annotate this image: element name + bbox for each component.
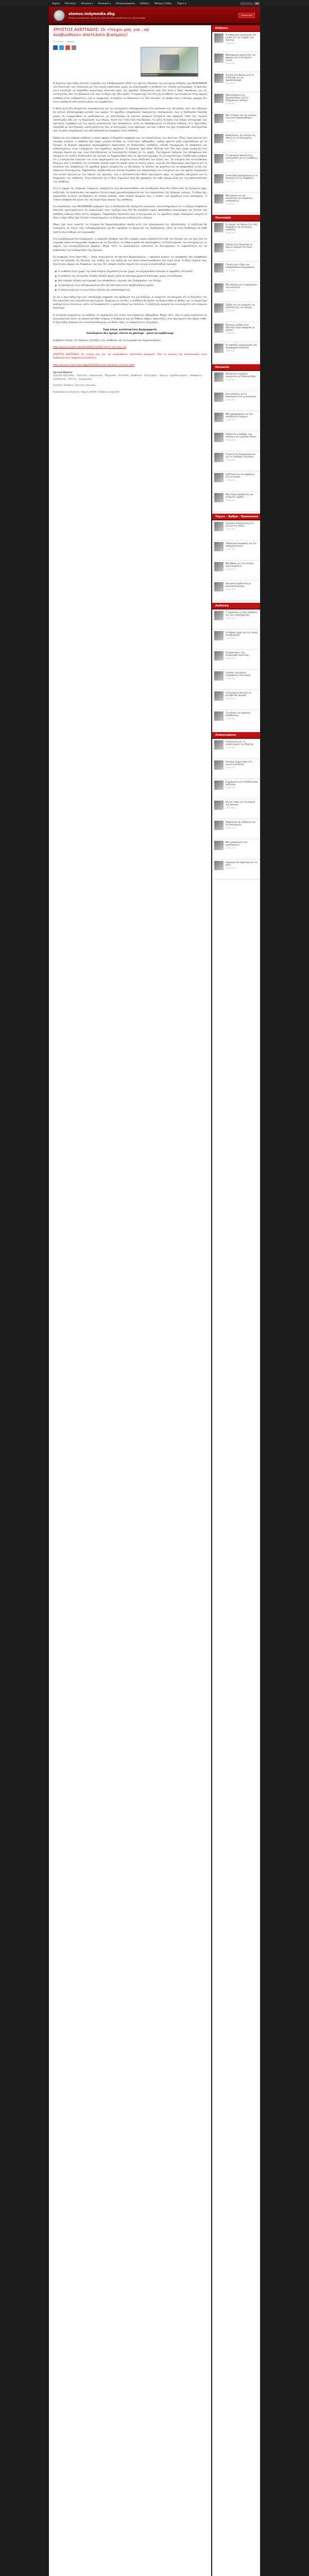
sidebar-item-link[interactable]: Ενημερωτικό σημείωμα για τα μέλη: [226, 861, 258, 867]
sidebar-item-date: 16.06.2014: [226, 867, 235, 870]
sidebar-item-text: [226, 54, 258, 70]
sidebar-thumbnail[interactable]: [214, 54, 224, 63]
sidebar-list-item[interactable]: [212, 173, 260, 193]
sidebar-widget: [212, 25, 260, 213]
sidebar-list-item[interactable]: [212, 132, 260, 152]
sidebar-list-item[interactable]: [212, 630, 260, 650]
sidebar-item-date: 17.06.2014: [226, 847, 235, 850]
sidebar-item-link[interactable]: Νέα προγράμματα για την εκπαίδευση ενηλίκων: [226, 413, 253, 418]
sidebar-item-text: [226, 522, 258, 538]
sidebar-item-link[interactable]: Συνάντηση εργαζομένων με τη διοίκηση για τις συμβάσεις: [226, 174, 258, 180]
site-title[interactable]: olomos.indymedia.dbg: [68, 12, 115, 16]
sidebar-item-link[interactable]: Οι αγορές αντιδρούν στις νέες αποφάσεις της κεντρικής τράπεζας: [226, 223, 258, 231]
sidebar-item-text: [226, 631, 258, 648]
sidebar-item-link[interactable]: Συναυλία αλληλεγγύης στο κέντρο της πόλης: [226, 522, 254, 528]
sidebar-item-text: [226, 174, 258, 191]
post-paragraph: Η θέση αυτή δεν θεωρείται ικανοποιητική για τις κατηγορίες ενδιαφερομένων στα πρόσωπα της επιτροπής, κάτι που οδήγησε σε εκτενή αλληλογραφία μεταξύ των μερών. Οι αρμόδιοι υπηρεσιακοί παράγοντες επισημαίνουν πως η διαδικασία διεκόπη χωρίς να ενημερωθούν οι εμπλεκόμενοι, με αποτέλεσμα να μείνουν εκκρεμή ζητήματα που αφορούν τόσο την τεχνική υποστήριξη όσο και τη διαχείριση των πόρων. Κατά την τελευταία συνεδρίαση, τα μέλη ζήτησαν την πλήρη καταγραφή των σχετικών εγγράφων και την άμεση ανακοίνωση των αποφάσεων, ώστε να αποσαφηνιστεί το πλαίσιο ευθύνης. Ο κ. Αχειτάδης επανήλθε με νέα δήλωση, υποστηρίζοντας πως οι κατηγορίες είναι αβάσιμες και πως η θέση του έχει στρεβλωθεί συστηματικά από τα μέσα ενημέρωσης και από πρόσωπα με συμφέρον στην υπόθεση.: [53, 108, 207, 132]
sidebar-list-item[interactable]: [212, 581, 260, 601]
sidebar-thumbnail[interactable]: [214, 114, 224, 123]
sidebar-item-link[interactable]: Κάλεσμα συμμετοχής στη γενική συνέλευση: [226, 760, 252, 766]
sidebar-item-date: 19.06.2014: [226, 677, 235, 680]
sidebar-list-item[interactable]: [212, 739, 260, 759]
sidebar-item-text: [226, 781, 258, 797]
nav-item-home[interactable]: Αρχική: [52, 2, 60, 5]
sidebar-thumbnail[interactable]: [214, 263, 224, 273]
sidebar-list-item[interactable]: [212, 819, 260, 839]
sidebar-item-link[interactable]: Κινητοποίηση για τα δικαιώματα των μεταναστών: [226, 393, 256, 398]
sidebar-item-text: [226, 861, 258, 877]
sidebar-thumbnail[interactable]: [214, 781, 224, 790]
sidebar-item-text: [226, 154, 258, 171]
sidebar-thumbnail[interactable]: [214, 74, 224, 83]
sidebar-item-date: 17.06.2014: [226, 120, 235, 123]
sidebar-item-link[interactable]: Νέα έρευνα για την κατάσταση των δημόσιων νοσοκομείων: [226, 194, 253, 202]
sidebar-list-item[interactable]: [212, 492, 260, 512]
list-item: ● Η επικοινωνία με το κοινό ήταν ελλιπής και αποσπασματική.: [55, 289, 207, 292]
sidebar-thumbnail[interactable]: [214, 324, 224, 333]
sidebar-item-date: 19.06.2014: [226, 290, 235, 292]
sidebar-list-item[interactable]: [212, 411, 260, 431]
sidebar-thumbnail[interactable]: [214, 223, 224, 232]
sidebar-item-text: [226, 453, 258, 469]
sidebar-item-date: 21.06.2014: [226, 249, 235, 252]
sidebar-item-text: [226, 651, 258, 668]
sidebar-item-text: [226, 283, 258, 300]
sidebar-thumbnail[interactable]: [214, 393, 224, 402]
sidebar-list-item[interactable]: [212, 342, 260, 362]
sidebar-list-item[interactable]: [212, 262, 260, 282]
sidebar-item-link[interactable]: Οι προκλήσεις της ενεργειακής πολιτικής: [226, 651, 249, 657]
sidebar-item-date: 19.06.2014: [226, 82, 235, 85]
sidebar-item-link[interactable]: Φθινοπωρινή συνάντηση των φορέων για τα ζητήματα υγείας: [226, 54, 256, 62]
sidebar-item-text: [226, 344, 258, 360]
post-date: 24.06.2014: [53, 40, 64, 43]
site-header: [49, 7, 260, 24]
sidebar-list-item[interactable]: [212, 471, 260, 492]
sidebar-list-item[interactable]: [212, 92, 260, 112]
sidebar-item-text: [226, 372, 258, 389]
sidebar-thumbnail[interactable]: [214, 740, 224, 750]
sidebar-item-date: 21.06.2014: [226, 637, 235, 640]
sidebar-thumbnail[interactable]: [214, 522, 224, 531]
slogan-line: Τιμή στους ανυπότακτους Αναμορφωτές: [103, 328, 157, 331]
post-bullet-list: [53, 270, 207, 292]
post-paragraph: Ο Χρήστος Αχειτάδης έστειλε το βράδυ της 4 Φεβρουαρίου 2014 (τον πρώτο) πέρασμα της κεντρικής έκδοσης των ΜΗΧΑΝΙΚΩΝ του Πολιτικού των εκλογικών με την κίνηση αναστολής χωρίς να ολοκληρωθεί η σύνθεση της τελικής καταγραφής. Η πρόταση αυτή κατέληξε να παραδίδει περαιτέρω επιστολή προς τον αρμόδιο, δηλώνοντας πως δεν ήταν ο ίδιος υπεύθυνος για τις καταγγελίες που τον βάραιναν και πως το θέμα είχε ήδη κριθεί. Η συμμετοχή του στη μη κατάθεση των ονομάτων στην αρχική ανάθεση ήταν καθοριστική, ενώ οι συμφωνίες συνέχιζαν να δεσμεύουν τις δύο πλευρές, σε βαθμό που η επίσημη γραμμή δεν έγινε αποδεκτή από κανένα μέλος του συμβουλίου.: [53, 82, 207, 104]
sidebar-item-link[interactable]: Ενημέρωση για τη διαδικτυακή συζήτηση: [226, 781, 258, 786]
sidebar-item-text: [226, 562, 258, 579]
sidebar-item-date: 15.06.2014: [226, 160, 235, 163]
sidebar-item-link[interactable]: Διαδηλώσεις στο κέντρο της πόλης για τα δικαιώματα: [226, 134, 256, 140]
search-button[interactable]: Go: [254, 2, 260, 5]
sidebar-item-link[interactable]: Η εξωτερική πολιτική σε μεταβατική περίοδο: [226, 691, 251, 697]
sidebar-thumbnail[interactable]: [214, 801, 224, 810]
sidebar-item-link[interactable]: Έκθεση φωτογραφίας για την καθημερινότητα: [226, 542, 256, 548]
sidebar-item-date: 17.06.2014: [226, 332, 235, 335]
sidebar-item-date: 13.06.2014: [226, 203, 235, 206]
list-item: ● Η ανάθεση έγινε χωρίς την απαιτούμενη δημοσιότητα και χωρίς να ενημερωθούν έγκαιρα οι αρμόδιες επιτροπές.: [55, 270, 207, 274]
sidebar-item-date: 17.06.2014: [226, 718, 235, 720]
sidebar-list-item[interactable]: [212, 112, 260, 132]
nav-item-politics[interactable]: Πολιτική ▾: [64, 2, 76, 5]
sidebar-item-date: 19.06.2014: [226, 439, 235, 442]
post-body: [53, 82, 207, 367]
sidebar-item-text: [226, 263, 258, 280]
sidebar-item-text: [226, 542, 258, 558]
site-logo[interactable]: [53, 9, 65, 22]
sidebar-item-text: [226, 691, 258, 708]
sidebar-thumbnail[interactable]: [214, 861, 224, 870]
sidebar-item-date: 17.06.2014: [226, 479, 235, 482]
post-paragraph: Οι αναφορές στον Αχειτάδη — όπως σημειώνεται σε σχετικά δημοσιεύματα — αφορούν κυρίως τις αποφάσεις που ελήφθησαν κατά την περίοδο της θητείας του, καθώς και τον τρόπο με τον οποίο επικοινωνήθηκαν στο ευρύ κοινό. Ο ίδιος επιμένει πως όλα έγιναν νόμιμα και διαφανώς, και πως δεν υπήρξε κανένα σημείο που να μην κοινοποιήθηκε έγκαιρα.: [53, 256, 207, 266]
sidebar-item-text: [226, 841, 258, 857]
sidebar-thumbnail[interactable]: [214, 562, 224, 571]
sidebar-item-text: [226, 611, 258, 628]
slogan-line: Συνεδεμένοι δεν έχουμε τίποτα να χάσουμε – μόνο να κερδίσουμε: [86, 332, 174, 335]
sidebar-item-date: 18.06.2014: [226, 459, 235, 462]
email-share-icon[interactable]: [72, 45, 76, 50]
sidebar-widget-title: Οικονομία: [212, 215, 260, 222]
sidebar-item-date: 22.06.2014: [226, 617, 235, 620]
googleplus-share-icon[interactable]: [65, 45, 70, 50]
sidebar-list-item[interactable]: [212, 52, 260, 72]
sidebar-item-date: 22.06.2014: [226, 379, 235, 381]
sidebar-item-link[interactable]: Αυξάνεται ο αριθμός των αστέγων στις μεγάλες πόλεις: [226, 433, 256, 438]
sidebar-thumbnail[interactable]: [214, 711, 224, 721]
sidebar-widget-title: Ανάλυση: [212, 603, 260, 609]
sidebar-thumbnail[interactable]: [214, 611, 224, 620]
post-paragraph: Σε ό,τι αφορά τις επόμενες ενέργειες, αναμένεται πως θα ακολουθήσει νέα συνεδρίαση όπου θα τεθούν όλα τα ζητήματα προς συζήτηση. Οι εκπρόσωποι των φορέων ζητούν σαφή χρονοδιαγράμματα και την παρουσίαση της πλήρους εικόνας. Το θέμα έχει προκαλέσει έντονες αντιδράσεις σε τοπικό επίπεδο, όπου πολλοί θεωρούν πως η στάση των αρμοδίων είναι ανεπαρκής. Η τελική απόφαση θα κρίνει και την περαιτέρω πορεία της υπόθεσης.: [53, 188, 207, 201]
sidebar-item-date: 21.06.2014: [226, 399, 235, 401]
sidebar-item-text: [226, 740, 258, 757]
sidebar-thumbnail[interactable]: [214, 691, 224, 701]
sidebar-list-item[interactable]: [212, 520, 260, 540]
sidebar-item-text: [226, 493, 258, 510]
sidebar-item-text: [226, 671, 258, 688]
post-paragraph: Αν και ο Αχειτάδης έχει κατ' επανάληψη εκφράσει την προθυμία του για διάλογο, οι επικριτές του θεωρούν ότι οι δηλώσεις του δεν απαντούν στα ουσιαστικά ερωτήματα. Σύμφωνα με αυτούς, η υπόθεση θα πρέπει να διερευνηθεί σε βάθος, με τη συμμετοχή ανεξάρτητων ελεγκτών, ώστε να διασφαλιστεί η εμπιστοσύνη των πολιτών. Η συζήτηση αναμένεται να συνεχιστεί στο επόμενο διάστημα.: [53, 296, 207, 310]
sidebar-list-item[interactable]: [212, 152, 260, 173]
sidebar-item-text: [226, 94, 258, 110]
sidebar-item-date: 18.06.2014: [226, 310, 235, 312]
sidebar-list-item[interactable]: [212, 839, 260, 859]
list-item: ● Η σύνθεση της επιτροπής άλλαξε πολλές φορές μέσα σε σύντομο χρονικό διάστημα, χωρίς αιτιολόγηση.: [55, 275, 207, 278]
sidebar-item-text: [226, 114, 258, 130]
sidebar-item-link[interactable]: Ανακοίνωση για τη συγκέντρωση της Πέμπτης: [226, 740, 254, 746]
sidebar-item-date: 22.06.2014: [226, 528, 235, 531]
sidebar-list-item[interactable]: [212, 759, 260, 779]
post-image[interactable]: [141, 47, 198, 77]
contact-button[interactable]: Επικοινωνία: [238, 13, 255, 18]
sidebar-list-item[interactable]: [212, 32, 260, 52]
nav-search: [240, 2, 260, 5]
sidebar-item-link[interactable]: Αποτελέσματα της δημοσκόπησης για τις επερχόμενες εκλογές: [226, 94, 249, 102]
sidebar-item-date: 16.06.2014: [226, 499, 235, 502]
sidebar-item-text: [226, 413, 258, 429]
post-navigation[interactable]: Προηγούμενη ανάρτηση | Αρχική σελίδα | Επόμενη ανάρτηση: [53, 391, 119, 394]
sidebar-item-text: [226, 393, 258, 409]
post-paragraph: Οι εκπρόσωποι των ΜΗΧΑΝΙΚΩΝ ανέφεραν πως η διαδικασία θα συνεχιστεί κανονικά, ενώ επισημαίνουν ότι η πλήρης διαφάνεια αποτελεί προτεραιότητα. Σε ανακοίνωσή τους τονίζουν πως δεν θα ανεχθούν καμία προσπάθεια συγκάλυψης και ζητούν την απόδοση ευθυνών όπου αυτές υπάρχουν. Παράλληλα, δηλώνουν πως η συνεργασία με τις αρμόδιες αρχές παραμένει ανοιχτή. Ο ίδιος ο Αχειτάδης έχει ζητήσει επανειλημμένα τη διεξαγωγή ανεξάρτητου ελέγχου.: [53, 206, 207, 219]
sidebar-thumbnail[interactable]: [214, 194, 224, 204]
sidebar-item-link[interactable]: Νέο βιβλίο για την ιστορία των κινημάτων: [226, 562, 254, 568]
sidebar-item-text: [226, 324, 258, 340]
sidebar-thumbnail[interactable]: [214, 372, 224, 382]
sidebar-thumbnail[interactable]: [214, 433, 224, 442]
sidebar-thumbnail[interactable]: [214, 671, 224, 681]
sidebar-widget-title: Ανακοινώσεις: [212, 732, 260, 739]
sidebar-item-date: 20.06.2014: [226, 787, 235, 789]
related-topics-title: Σχετικά θέματα:: [53, 370, 73, 374]
sidebar-item-link[interactable]: Τι σημαίνουν οι νέες ρυθμίσεις για τους εργαζόμενους: [226, 611, 258, 617]
sidebar-list-item[interactable]: [212, 799, 260, 819]
nav-item-arts[interactable]: Τέχνες ▾: [177, 2, 186, 5]
sidebar-item-link[interactable]: Το υπουργείο απαντά στις καταγγελίες για τις αναθέσεις: [226, 154, 258, 160]
sidebar-item-link[interactable]: Νέο πλαίσιο για τη φορολογία των ακινήτων: [226, 283, 257, 289]
sidebar-list-item[interactable]: [212, 193, 260, 213]
sidebar-item-link[interactable]: Σχέδιο για την ενίσχυση της ρευστότητας της αγοράς: [226, 303, 255, 309]
sidebar-list-item[interactable]: [212, 391, 260, 411]
post-paragraph: Πρόκειται για σοβαρή υπόθεση η οποία αφορά το δημόσιο συμφέρον και την εμπιστοσύνη των πολιτών. Όπως σημειώνεται στα επίσημα κείμενα, η υπόθεση έχει πάρει μεγάλη έκταση τις τελευταίες εβδομάδες, καθώς αρκετά μέσα ασχολήθηκαν με το ζήτημα. Οι βασικοί ισχυρισμοί περιλαμβάνουν παρατυπίες σε διαδικασίες ανάθεσης, ελλιπή τεκμηρίωση σε αποφάσεις και καθυστερήσεις στην ενημέρωση των αρμόδιων οργάνων. Ο Χρήστος Αχειτάδης δήλωσε πως δεν έχει καμία ανάμειξη στα επίμαχα σημεία και πως είναι διατεθειμένος να συνεργαστεί πλήρως με τις αρχές. Ταυτόχρονα επέκρινε την αδιαφάνεια που επικρατεί σε πολλές διαδικασίες και ζήτησε να δημοσιευθούν όλα τα σχετικά έγγραφα. Σε μεταγενέστερη τοποθέτηση ανέφερε ότι η εκστρατεία εναντίον του είναι οργανωμένη και στοχεύει στην απαξίωση του έργου του. Τα στοιχεία που κατατέθηκαν δείχνουν πως η σύνθεση της επιτροπής άλλαξε αρκετές φορές μέσα σε λίγους μήνες, γεγονός που δημιουργεί ερωτήματα για τη συνέπεια των αποφάσεων. Οι αρμόδιοι φορείς αναμένεται να εξετάσουν το σύνολο του φακέλου και να αποφανθούν εντός του επόμενου διαστήματος. Παράλληλα, ομάδα πολιτών ζήτησε δημόσια την παρουσίαση των στοιχείων και την άμεση ενημέρωση του κοινού σχετικά με την πορεία της έρευνας, ενώ η αντιπολίτευση έθεσε ερωτήματα προς τα αρμόδια υπουργεία για τη διαχείριση της υπόθεσης. Στην επιστολή του ο ίδιος σημειώνει πως θα προσφύγει σε κάθε νόμιμο μέσο για την αποκατάσταση της αλήθειας.: [53, 137, 207, 183]
sidebar-list-item[interactable]: [212, 609, 260, 630]
sidebar-item-text: [226, 194, 258, 211]
post-paragraph: Όπως έχει γίνει γνωστό, τα στοιχεία θα δημοσιοποιηθούν άμεσα μετά την ολοκλήρωση της αξιολόγησης. Η συζήτηση θα συνεχιστεί με όλους τους ενδιαφερόμενους και θα τηρηθούν τα πρακτικά της διαδικασίας, ώστε να είναι διαθέσιμα σε κάθε πολίτη που επιθυμεί να ενημερωθεί.: [53, 224, 207, 234]
sidebar-widget: [212, 603, 260, 730]
sidebar-list-item[interactable]: [212, 670, 260, 690]
post-image-figure: [160, 55, 179, 70]
sidebar-item-link[interactable]: Πρόσκληση σε εκδήλωση για τα δικαιώματα: [226, 821, 256, 826]
post-meta: [53, 40, 207, 43]
sidebar-thumbnail[interactable]: [214, 841, 224, 850]
facebook-share-icon[interactable]: [53, 45, 58, 50]
sidebar-list-item[interactable]: [212, 282, 260, 302]
sidebar-item-date: 22.06.2014: [226, 232, 235, 234]
nav-item-economy[interactable]: Οικονομία ▾: [98, 2, 111, 5]
post-paragraph: Η επιτροπή αναμένεται να εκδώσει τα πορίσματά της εντός των επόμενων εβδομάδων. Μέχρι τότε, όλα τα μέρη καλούνται να συνεργαστούν ώστε να αποκατασταθεί πλήρως η διαφάνεια και να δοθούν σαφείς απαντήσεις στα ερωτήματα που έχουν τεθεί. Ο Αχειτάδης δηλώνει ότι είναι διατεθειμένος να δώσει όλες τις απαραίτητες εξηγήσεις.: [53, 314, 207, 325]
sidebar-list-item[interactable]: [212, 561, 260, 581]
sidebar-list-item[interactable]: [212, 540, 260, 561]
sidebar-item-link[interactable]: Ένταση στη Βουλή μετά τη συζήτηση για τον προϋπολογισμό: [226, 74, 254, 82]
sidebar-item-text: [226, 711, 258, 728]
sidebar-item-date: 21.06.2014: [226, 42, 235, 45]
sidebar-item-text: [226, 801, 258, 817]
sidebar-list-item[interactable]: [212, 451, 260, 471]
sidebar-item-link[interactable]: Συζήτηση για την ασφάλεια στις γειτονιές: [226, 473, 254, 479]
sidebar-thumbnail[interactable]: [214, 542, 224, 551]
post-image-caption: Χρήστος Αχειτάδης: [141, 73, 198, 76]
sidebar-item-date: 22.06.2014: [226, 747, 235, 749]
list-item: ● Δεν υπάρχει πλήρης καταγραφή των αποφάσεων, γεγονός που δυσχεραίνει τον έλεγχο.: [55, 279, 207, 283]
post-red-quote: ΧΡΗΣΤΟΣ ΑΧΕΙΤΑΔΗΣ: Οι «τοιχοι μας για ..να αναβιώθουν» αποτελούν βιασμούς! Όλο το κείμενο της ανακοίνωσης είναι διαθέσιμο στις παρακάτω συνδέσεις.: [53, 353, 207, 360]
sidebar-item-text: [226, 303, 258, 320]
sidebar-item-text: [226, 134, 258, 150]
sidebar-item-date: 20.06.2014: [226, 269, 235, 272]
post-author[interactable]: olomos: [67, 40, 75, 43]
sidebar-item-text: [226, 582, 258, 599]
sidebar-thumbnail[interactable]: [214, 582, 224, 591]
sidebar-widget: [212, 514, 260, 601]
sidebar-item-text: [226, 223, 258, 240]
nav-item-society[interactable]: Κοινωνία ▾: [81, 2, 93, 5]
sidebar-item-date: 20.06.2014: [226, 419, 235, 421]
sidebar-thumbnail[interactable]: [214, 243, 224, 252]
twitter-share-icon[interactable]: [59, 45, 64, 50]
related-topics: [53, 371, 207, 381]
nav-item-greek-german[interactable]: Ελληνογερμανικά: [116, 2, 135, 5]
sidebar-item-text: [226, 473, 258, 489]
sidebar-item-text: [226, 243, 258, 260]
post-slogan: [53, 328, 207, 335]
sidebar-item-link[interactable]: Το μέλλον της δημόσιας εκπαίδευσης: [226, 711, 251, 717]
sidebar-thumbnail[interactable]: [214, 283, 224, 293]
site-description: Επίσημο πληροφοριακό κόμμα σας πέρα από κάθε αμφισβήτηση και ειδησεογραφία: [68, 17, 146, 19]
post-title[interactable]: ΧΡΗΣΤΟΣ ΑΧΕΙΤΑΔΗΣ: Οι «τοιχοι μας για ..να αναβιώθουν» αποτελούν βιασμούς!: [53, 27, 149, 37]
sidebar-list-item[interactable]: [212, 242, 260, 262]
sidebar-list-item[interactable]: [212, 371, 260, 391]
post-closing-note: Διαβάστε επίσης: Οι επόμενες εξελίξεις της υπόθεσης και τα έγγραφα που δημοσιεύθηκαν.: [53, 339, 162, 342]
sidebar-thumbnail[interactable]: [214, 473, 224, 482]
sidebar-item-link[interactable]: Μειώσεις μισθών στον ιδιωτικό τομέα σύμφωνα με έρευνα: [226, 324, 255, 332]
sidebar-thumbnail[interactable]: [214, 651, 224, 660]
sidebar-item-date: 19.06.2014: [226, 807, 235, 809]
sidebar-list-item[interactable]: [212, 72, 260, 92]
post-link[interactable]: http://olomos.indymedia.dbg/2014/06/xristos-axeitadis-oi-toixoi.html: [53, 364, 135, 367]
sidebar-item-date: 20.06.2014: [226, 568, 235, 571]
sidebar-list-item[interactable]: [212, 710, 260, 730]
sidebar-item-text: [226, 821, 258, 837]
nav-item-news[interactable]: Ειδήσεις: [140, 2, 150, 5]
sidebar-item-link[interactable]: Δελτίο τύπου για την πορεία της έρευνας: [226, 801, 255, 806]
sidebar-list-item[interactable]: [212, 431, 260, 451]
list-item: ● Οι προσφυγές των ενδιαφερομένων δεν εξετάστηκαν στον προβλεπόμενο χρόνο.: [55, 284, 207, 287]
sidebar-item-text: [226, 74, 258, 90]
sidebar-list-item[interactable]: [212, 222, 260, 242]
sidebar-item-link[interactable]: Νέα στοιχεία για την ανεργία των νέων δημοσιεύθηκαν: [226, 114, 256, 120]
sidebar-item-text: [226, 33, 258, 50]
top-navbar: [0, 0, 309, 7]
sidebar-item-link[interactable]: Νέα ανακοίνωση των εργαζομένων: [226, 841, 248, 846]
related-topics-list[interactable]: Χρήστος Αχειτάδης – Επιστολή – Ανακοίνωση – Μηχανικοί – Επιτροπή – Διαφάνεια – Κατηγορίες – Έρευνα – Αρμόδιοι φορείς – Αποφάσεις – Συνεδρίαση – Πολίτες – Ενημέρωση: [53, 374, 203, 380]
sidebar-item-link[interactable]: Η επόμενη μέρα για την τοπική αυτοδιοίκηση: [226, 631, 258, 637]
sidebar-item-link[interactable]: Η κυβέρνηση ανακοίνωσε νέα μέτρα για την στήριξη των πολιτών: [226, 33, 256, 42]
sidebar-thumbnail[interactable]: [214, 631, 224, 640]
sidebar-item-date: 16.06.2014: [226, 350, 235, 352]
sidebar: [212, 25, 260, 2576]
post-tags[interactable]: Ετικέτες: Ειδήσεις, Πολιτική, Κοινωνία: [53, 384, 96, 387]
sidebar-widget: [212, 215, 260, 362]
sidebar-item-date: 20.06.2014: [226, 657, 235, 660]
sidebar-list-item[interactable]: [212, 650, 260, 670]
sidebar-thumbnail[interactable]: [214, 303, 224, 313]
sidebar-item-date: 14.06.2014: [226, 180, 235, 183]
sidebar-item-date: 20.06.2014: [226, 62, 235, 65]
sidebar-item-text: [226, 760, 258, 777]
sidebar-item-date: 18.06.2014: [226, 698, 235, 700]
sidebar-item-link[interactable]: Νέες δομές φιλοξενίας για ευάλωτες ομάδες: [226, 493, 253, 499]
sidebar-item-date: 21.06.2014: [226, 548, 235, 551]
sidebar-widget-title: Τέχνες - Άρθρα - Προσωπικά: [212, 514, 260, 520]
sidebar-thumbnail[interactable]: [214, 453, 224, 462]
sidebar-item-link[interactable]: Ο ρόλος των μέσων ενημέρωσης στην κρίση: [226, 671, 251, 677]
sidebar-list-item[interactable]: [212, 690, 260, 710]
sidebar-thumbnail[interactable]: [214, 154, 224, 163]
sidebar-widget: [212, 364, 260, 512]
sidebar-thumbnail[interactable]: [214, 33, 224, 43]
sidebar-list-item[interactable]: [212, 779, 260, 799]
sidebar-list-item[interactable]: [212, 322, 260, 342]
sidebar-list-item[interactable]: [212, 859, 260, 879]
search-input[interactable]: [240, 2, 253, 5]
sidebar-thumbnail[interactable]: [214, 94, 224, 103]
post-paragraph: Στη συμπληρωματική ενημέρωση, η υπηρεσία ανέφερε πως δεν υπάρχει καμία εκκρεμότητα από την πλευρά της και πως όλα τα έγγραφα έχουν καταχωρηθεί σύμφωνα με τις διατάξεις. Η επόμενη φάση θα περιλαμβάνει τη διασταύρωση των στοιχείων με τα αρχεία των συνεργαζόμενων φορέων. Μέχρι τότε, οι εμπλεκόμενοι καλούνται να διατηρήσουν τη νηφαλιότητα και να σεβαστούν την ανεξαρτησία της έρευνας.: [53, 238, 207, 252]
sidebar-item-link[interactable]: Πτώση στον τζίρο των μικρομεσαίων επιχειρήσεων: [226, 263, 255, 269]
sidebar-item-link[interactable]: Θεατρική παράσταση με κοινωνικό μήνυμα: [226, 582, 251, 588]
post-link[interactable]: http://www.anarhist.info/2014/06/1124567.html?_ref_intro_14: [53, 346, 126, 349]
sidebar-thumbnail[interactable]: [214, 493, 224, 502]
sidebar-thumbnail[interactable]: [214, 174, 224, 183]
sidebar-item-date: 18.06.2014: [226, 103, 235, 105]
main-column: [49, 25, 211, 2576]
sidebar-item-date: 21.06.2014: [226, 767, 235, 769]
sidebar-widget: [212, 732, 260, 879]
sidebar-thumbnail[interactable]: [214, 760, 224, 770]
sidebar-item-date: 18.06.2014: [226, 827, 235, 829]
sidebar-list-item[interactable]: [212, 302, 260, 322]
sidebar-thumbnail[interactable]: [214, 821, 224, 830]
sidebar-item-text: [226, 433, 258, 449]
nav-item-columns[interactable]: Μόνιμες Στήλες: [154, 2, 172, 5]
sidebar-item-date: 19.06.2014: [226, 588, 235, 591]
sidebar-thumbnail[interactable]: [214, 134, 224, 143]
sidebar-item-link[interactable]: Εθελοντές στηρίζουν οικογένειες σε δύσκολη θέση: [226, 372, 256, 378]
sidebar-thumbnail[interactable]: [214, 344, 224, 353]
sidebar-thumbnail[interactable]: [214, 413, 224, 422]
sidebar-item-date: 16.06.2014: [226, 140, 235, 143]
sidebar-widget-title: Κοινωνία: [212, 364, 260, 371]
sidebar-item-link[interactable]: Αύξηση των εξαγωγών το πρώτο τρίμηνο του έτους: [226, 243, 253, 249]
sidebar-item-link[interactable]: Οι φοιτητές διαμαρτύρονται για τις συνθήκες στέγασης: [226, 453, 255, 459]
sidebar-item-link[interactable]: Οι τράπεζες ανακοίνωσαν νέα προγράμματα δανείων: [226, 344, 257, 349]
sidebar-widget-title: Ειδήσεις: [212, 25, 260, 32]
